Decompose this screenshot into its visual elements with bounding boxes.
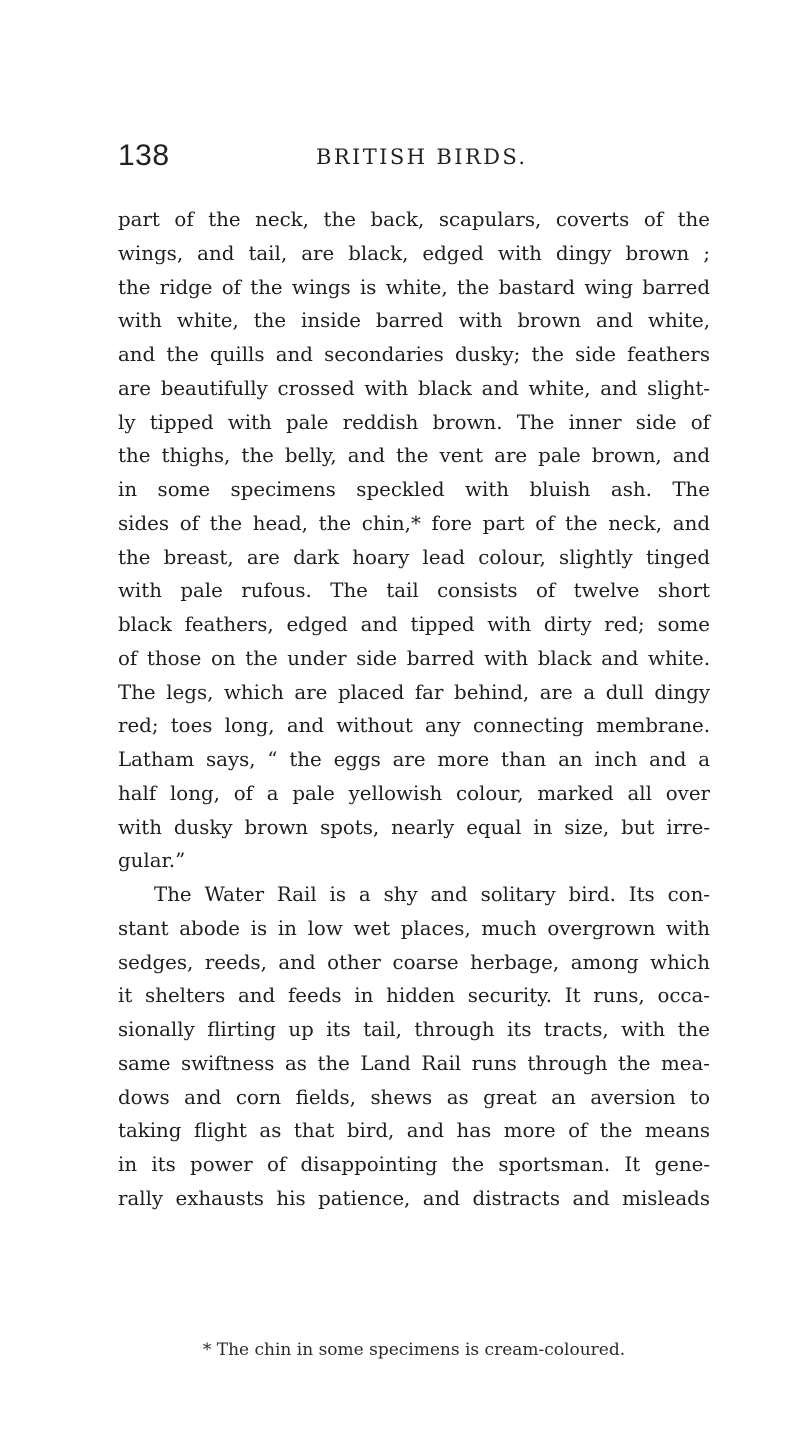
text-line: in some specimens speckled with bluish ash. The — [118, 478, 710, 501]
body-text — [118, 203, 710, 1216]
text-line: in its power of disappointing the sportsman. It gene- — [118, 1153, 710, 1176]
text-line: are beautifully crossed with black and white, and slight- — [118, 376, 710, 400]
text-line: with white, the inside barred with brown and white, — [118, 309, 710, 333]
footnote: * The chin in some specimens is cream-coloured. — [202, 1340, 626, 1360]
text-line: with pale rufous. The tail consists of twelve short — [118, 579, 710, 603]
text-line: the breast, are dark hoary lead colour, slightly tinged — [118, 545, 710, 569]
paragraph-start-line: The Water Rail is a shy and solitary bird. Its con- — [154, 883, 710, 906]
text-line: same swiftness as the Land Rail runs through the mea- — [118, 1051, 710, 1075]
page-header — [118, 136, 710, 176]
text-line: The legs, which are placed far behind, are a dull dingy — [118, 680, 710, 704]
text-line: sionally flirting up its tail, through its tracts, with the — [118, 1018, 710, 1041]
text-line: the thighs, the belly, and the vent are pale brown, and — [118, 444, 710, 468]
text-line: dows and corn fields, shews as great an aversion to — [118, 1085, 710, 1109]
page-number: 138 — [118, 139, 170, 172]
text-line: half long, of a pale yellowish colour, marked all over — [118, 781, 710, 805]
text-line: taking flight as that bird, and has more of the means — [118, 1119, 710, 1143]
text-line: sides of the head, the chin,* fore part of the neck, and — [118, 511, 710, 535]
text-line: gular.” — [118, 849, 186, 873]
text-line: with dusky brown spots, nearly equal in size, but irre- — [118, 815, 710, 839]
text-line: red; toes long, and without any connecting membrane. — [118, 714, 710, 738]
text-line: sedges, reeds, and other coarse herbage, among which — [118, 950, 710, 974]
text-line: the ridge of the wings is white, the bastard wing barred — [118, 275, 710, 299]
text-line: wings, and tail, are black, edged with dingy brown ; — [118, 241, 710, 265]
text-line: rally exhausts his patience, and distracts and misleads — [118, 1186, 710, 1210]
text-line: and the quills and secondaries dusky; the side feathers — [118, 343, 710, 366]
text-line: stant abode is in low wet places, much overgrown with — [118, 916, 710, 940]
text-line: Latham says, “ the eggs are more than an inch and a — [118, 748, 710, 771]
running-title: BRITISH BIRDS. — [316, 145, 528, 169]
text-line: it shelters and feeds in hidden security. It runs, occa- — [118, 984, 710, 1008]
text-line: ly tipped with pale reddish brown. The inner side of — [118, 410, 710, 434]
text-line: of those on the under side barred with black and white. — [118, 646, 710, 670]
text-line: black feathers, edged and tipped with dirty red; some — [118, 613, 710, 636]
text-line: part of the neck, the back, scapulars, coverts of the — [118, 208, 710, 231]
